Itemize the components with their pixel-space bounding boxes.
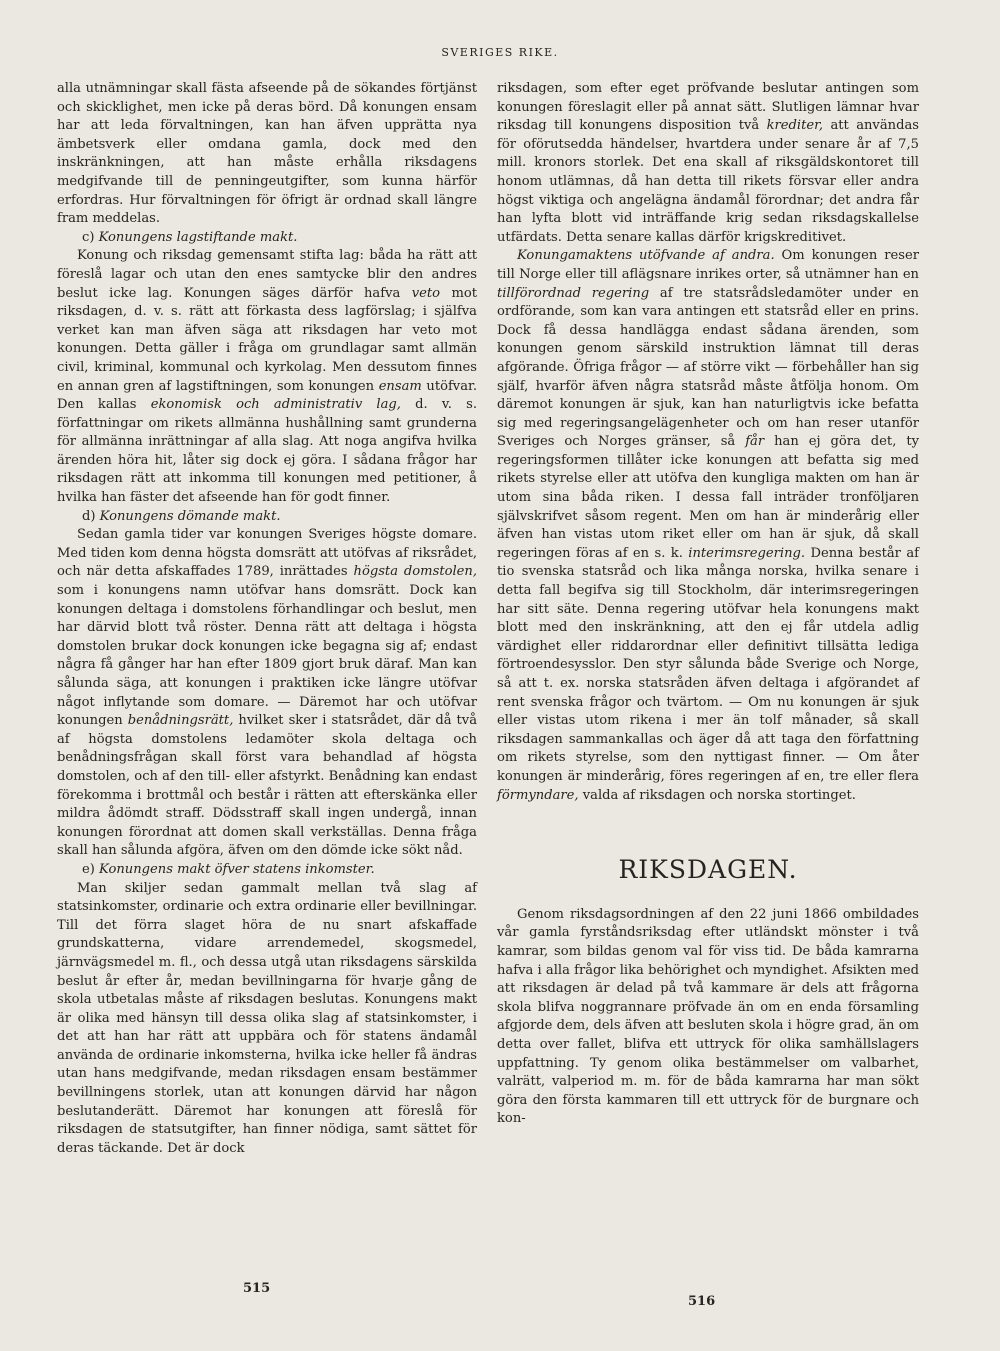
paragraph-administration: alla utnämningar skall fästa afseende på de sökandes förtjänst och skicklighet, men icke på deras börd. Då konungen ensam har att leda förvaltningen, kan han äfven upprätta nya ämbetsverk eller omdana gamla, dock med den inskränkningen, att han måste erhålla riksdagens medgifvande till de penningeutgifter, som kunna härför erfordras. Hur förvaltningen för öfrigt är ordnad skall längre fram meddelas. [57,81,477,227]
subheading-e: e) Konungens makt öfver statens inkomster. [82,861,375,877]
paragraph-delegation-title: Konungamaktens utöfvande af andra. [517,248,775,264]
subheading-c-title: Konungens lagstiftande makt. [98,229,298,245]
paragraph-revenue: Man skiljer sedan gammalt mellan två slag af statsinkomster, ordinarie och extra ordinarie eller bevillningar. Till det förra slaget höra de nu snart afskaffade grundskatterna, vidare arrendemedel, skogsmedel, järnvägsmedel m. fl., och dessa utgå utan riksdagens särskilda beslut år efter år, medan bevillningarna för hvarje gång de skola utbetalas måste af riksdagen beslutas. Konungens makt är olika med hänsyn till dessa olika slag af statsinkomster, i det att han har rätt att uppbära och för statens ändamål använda de ordinarie inkomsterna, hvilka icke heller få ändras utan hans medgifvande, medan riksdagen ensam bestämmer bevillningens storlek, utan att konungen därvid har någon beslutanderätt. Däremot har konungen att föreslå för riksdagen de statsutgifter, han finner nödiga, samt sättet för deras täckande. Det är dock [57,880,477,1156]
subheading-c: c) Konungens lagstiftande makt. [82,229,298,245]
paragraph-delegation: Konungamaktens utöfvande af andra. Om konungen reser till Norge eller till aflägsnare inrikes orter, så utnämner han en tillförordnad regering af tre statsrådsledamöter under en ordförande, som kan vara antingen ett statsråd eller en prins. Dock få dessa handlägga endast sådana ärenden, som konungen genom särskild instruktion lämnat till deras afgörande. Öfriga frågor — af större vikt — förbehåller han sig själf, hvarför äfven några statsråd måste åtfölja honom. Om däremot konungen är sjuk, kan han naturligtvis icke befatta sig med regeringsangelägenheter och om han reser utanför Sveriges och Norges gränser, så får han ej göra det, ty regeringsformen tillåter icke konungen att befatta sig med rikets styrelse eller att utöfva den kungliga makten om han är utom sina båda riken. I dessa fall inträder tronföljaren självskrifvet såsom regent. Men om han är minderårig eller äfven han vistas utom riket eller om han är sjuk, då skall regeringen föras af en s. k. interimsregering. Denna består af tio svenska statsråd och lika många norska, hvilka senare i detta fall begifva sig till Stockholm, där interimsregeringen har sitt säte. Denna regering utöfvar hela konungens makt blott med den inskränkning, att den ej får utdela adlig värdighet eller riddarordnar eller definitivt tillsätta lediga förtroendesysslor. Den styr sålunda både Sverige och Norge, så att t. ex. norska statsråden äfven deltaga i afgörandet af rent svenska frågor och tvärtom. — Om nu konungen är sjuk eller vistas utom rikena i mer än tolf månader, så skall riksdagen sammankallas och äger då att taga den författning om rikets styrelse, som den nyttigast finner. — Om åter konungen är minderårig, föres regeringen af en, tre eller flera förmyndare, valda af riksdagen och norska stortinget. [497,248,919,803]
left-column [57,80,477,1158]
section-heading-riksdagen: RIKSDAGEN. [618,855,798,885]
right-column [497,80,919,1129]
paragraph-judiciary: Sedan gamla tider var konungen Sveriges högste domare. Med tiden kom denna högsta domsrätt att utöfvas af riksrådet, och när detta afskaffades 1789, inrättades högsta domstolen, som i konungens namn utöfvar hans domsrätt. Dock kan konungen deltaga i domstolens förhandlingar och beslut, men har därvid blott två röster. Denna rätt att deltaga i högsta domstolen brukar dock konungen icke begagna sig af; endast några få gånger har han efter 1809 gjort bruk däraf. Man kan sålunda säga, att konungen i praktiken icke längre utöfvar något inflytande som domare. — Däremot har och utöfvar konungen benådningsrätt, hvilket sker i statsrådet, där då två af högsta domstolens ledamöter skola deltaga och benådningsfrågan skall först vara behandlad af högsta domstolen, och af den till- eller afstyrkt. Benådning kan endast förekomma i brottmål och består i rätten att efterskänka eller mildra ådömdt straff. Dödsstraff skall ingen undergå, innan konungen förordnat att domen skall verkställas. Denna fråga skall han sålunda afgöra, äfven om den dömde icke sökt nåd. [57,527,478,859]
page-number-right: 516 [688,1294,716,1309]
paragraph-credits: riksdagen, som efter eget pröfvande beslutar antingen som konungen föreslagit eller på annat sätt. Slutligen lämnar hvar riksdag till konungens disposition två krediter, att användas för oförutsedda händelser, hvartdera under senare år af 7,5 mill. kronors storlek. Det ena skall af riksgäldskontoret till honom utlämnas, då han detta till rikets försvar eller andra högst viktiga och angelägna ändamål förordnar; det andra får han lyfta blott vid inträffande krig sedan riksdagskallelse utfärdats. Detta senare kallas därför krigskreditivet. [497,81,919,245]
paragraph-riksdag: Genom riksdagsordningen af den 22 juni 1866 ombildades vår gamla fyrståndsriksdag efter utländskt mönster i två kamrar, som bildas genom val för viss tid. De båda kamrarna hafva i alla frågor lika behörighet och myndighet. Afsikten med att riksdagen är delad på två kammare är dels att frågorna skola blifva noggrannare pröfvade än om en enda församling afgjorde dem, dels äfven att besluten skola i högre grad, än om detta over fallet, blifva ett uttryck för olika samhällslagers uppfattning. Ty genom olika bestämmelser om valbarhet, valrätt, valperiod m. m. för de båda kamrarna har man sökt göra den första kammaren till ett uttryck för de burgnare och kon- [497,906,919,1127]
subheading-e-title: Konungens makt öfver statens inkomster. [99,861,375,877]
page-number-left: 515 [243,1281,271,1296]
paragraph-legislation: Konung och riksdag gemensamt stifta lag: båda ha rätt att föreslå lagar och utan den enes samtycke blir den andres beslut icke lag. Konungen säges därför hafva veto mot riksdagen, d. v. s. rätt att förkasta dess lagförslag; i själfva verket kan man äfven säga att riksdagen har veto mot konungen. Detta gäller i fråga om grundlagar samt allmän civil, kriminal, kommunal och kyrkolag. Men dessutom finnes en annan gren af lagstiftningen, som konungen ensam utöfvar. Den kallas ekonomisk och administrativ lag, d. v. s. författningar om rikets allmänna hushållning samt grunderna för allmänna inrättningar af alla slag. Att noga angifva hvilka ärenden höra hit, låter sig dock ej göra. I sådana frågor har riksdagen rätt att inkomma till konungen med petitioner, å hvilka han fäster det afseende han för godt finner. [57,248,477,506]
subheading-d-title: Konungens dömande makt. [99,508,281,524]
subheading-d: d) Konungens dömande makt. [82,508,281,524]
running-header: SVERIGES RIKE. [441,46,559,59]
